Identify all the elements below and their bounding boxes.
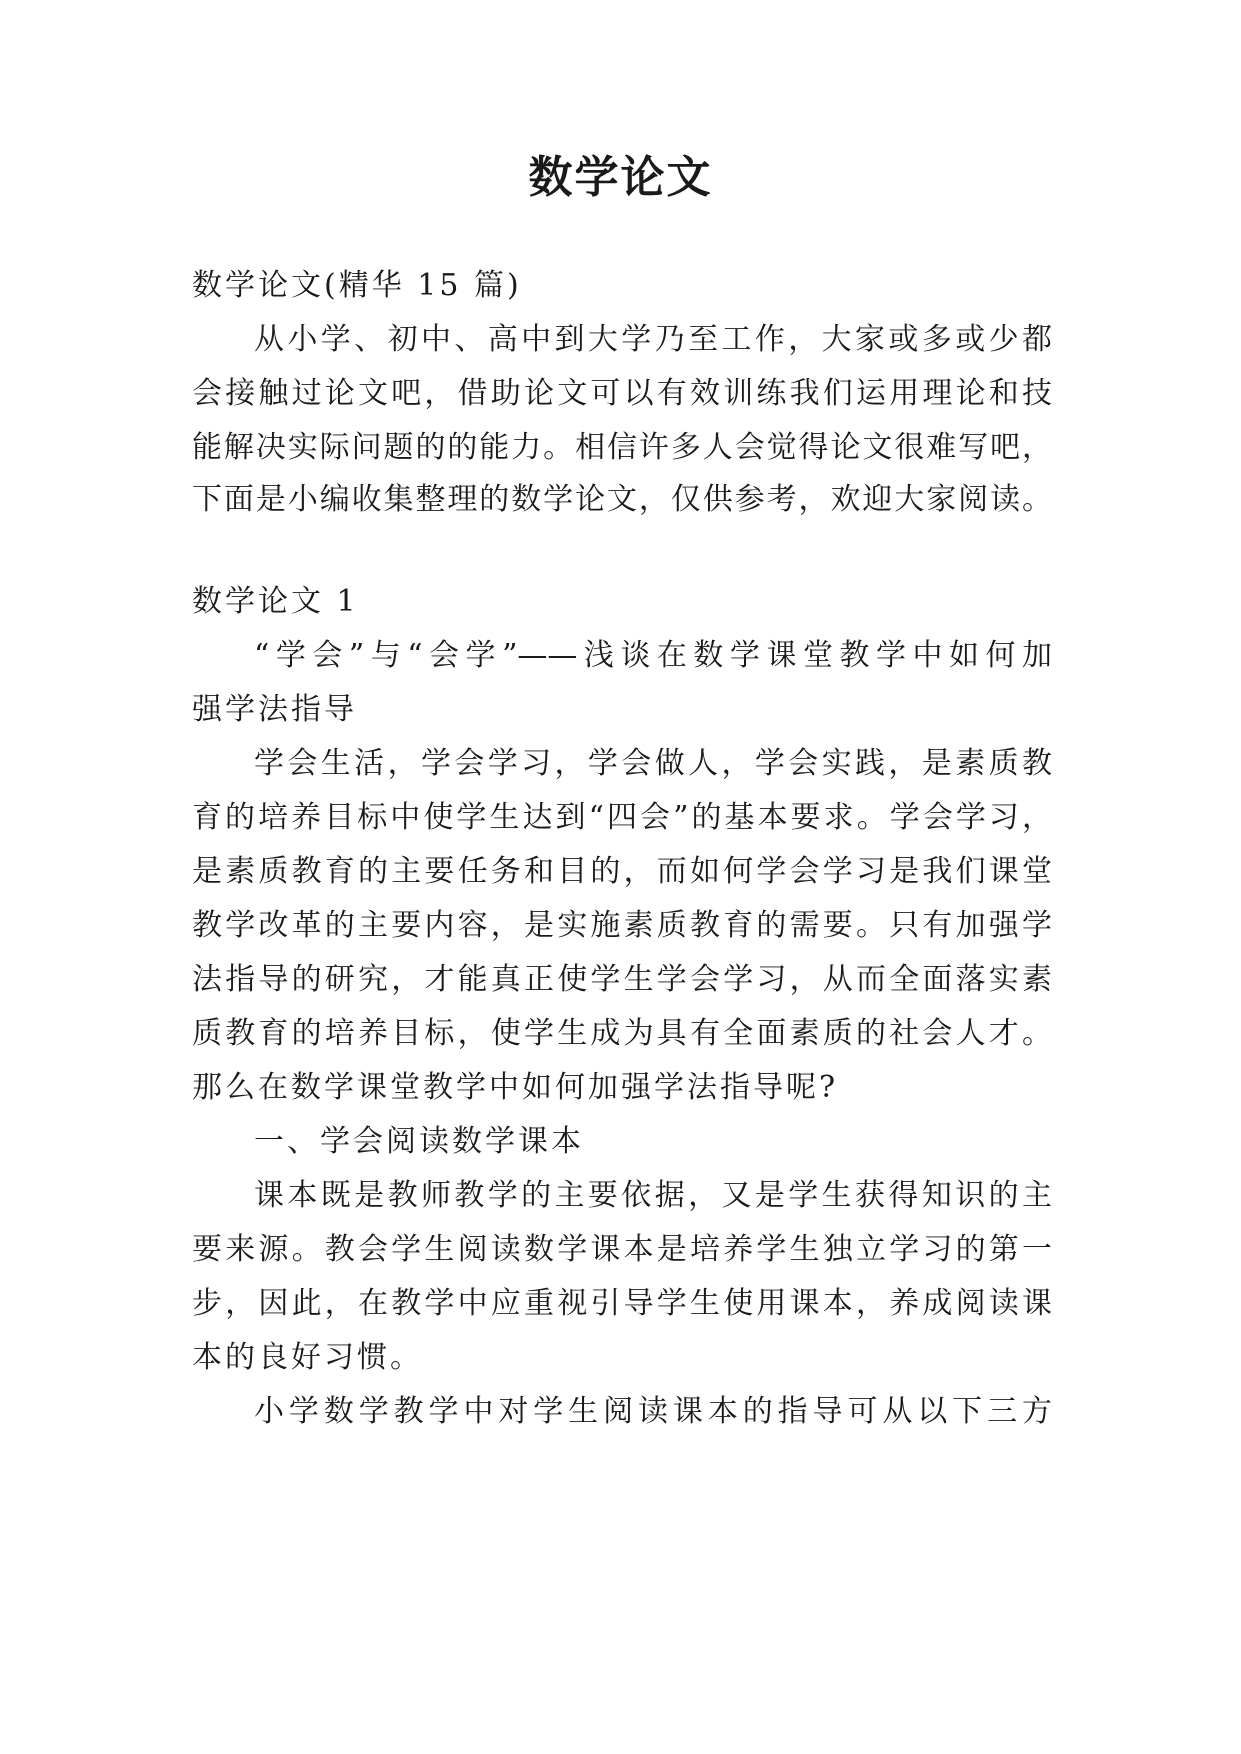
section-heading: 数学论文 1 xyxy=(192,584,359,619)
paragraph-line: 法指导的研究，才能真正使学生学会学习，从而全面落实素 xyxy=(192,962,1052,997)
paragraph-line: 小学数学教学中对学生阅读课本的指导可从以下三方 xyxy=(254,1394,1052,1429)
paragraph-line: 步，因此，在教学中应重视引导学生使用课本，养成阅读课 xyxy=(192,1286,1052,1321)
intro-line: 能解决实际问题的的能力。相信许多人会觉得论文很难写吧， xyxy=(192,430,1052,465)
paragraph-line: 是素质教育的主要任务和目的，而如何学会学习是我们课堂 xyxy=(192,854,1052,889)
intro-line: 从小学、初中、高中到大学乃至工作，大家或多或少都 xyxy=(254,322,1052,357)
paragraph-line: 本的良好习惯。 xyxy=(192,1340,423,1375)
paragraph-line: 质教育的培养目标，使学生成为具有全面素质的社会人才。 xyxy=(192,1016,1052,1051)
document-title: 数学论文 xyxy=(528,152,713,203)
intro-line: 下面是小编收集整理的数学论文，仅供参考，欢迎大家阅读。 xyxy=(192,482,1052,517)
paragraph-line: 那么在数学课堂教学中如何加强学法指导呢? xyxy=(192,1070,839,1105)
intro-line: 会接触过论文吧，借助论文可以有效训练我们运用理论和技 xyxy=(192,376,1052,411)
article-title-line: “学会”与“会学”——浅谈在数学课堂教学中如何加 xyxy=(254,638,1052,673)
paragraph-line: 学会生活，学会学习，学会做人，学会实践，是素质教 xyxy=(254,746,1052,781)
article-title-line: 强学法指导 xyxy=(192,692,357,727)
paragraph-line: 课本既是教师教学的主要依据，又是学生获得知识的主 xyxy=(254,1178,1052,1213)
paragraph-line: 育的培养目标中使学生达到“四会”的基本要求。学会学习， xyxy=(192,800,1052,835)
paragraph-line: 要来源。教会学生阅读数学课本是培养学生独立学习的第一 xyxy=(192,1232,1052,1267)
paragraph-line: 教学改革的主要内容，是实施素质教育的需要。只有加强学 xyxy=(192,908,1052,943)
document-subtitle: 数学论文(精华 15 篇) xyxy=(192,268,522,303)
point-heading: 一、学会阅读数学课本 xyxy=(254,1124,584,1159)
